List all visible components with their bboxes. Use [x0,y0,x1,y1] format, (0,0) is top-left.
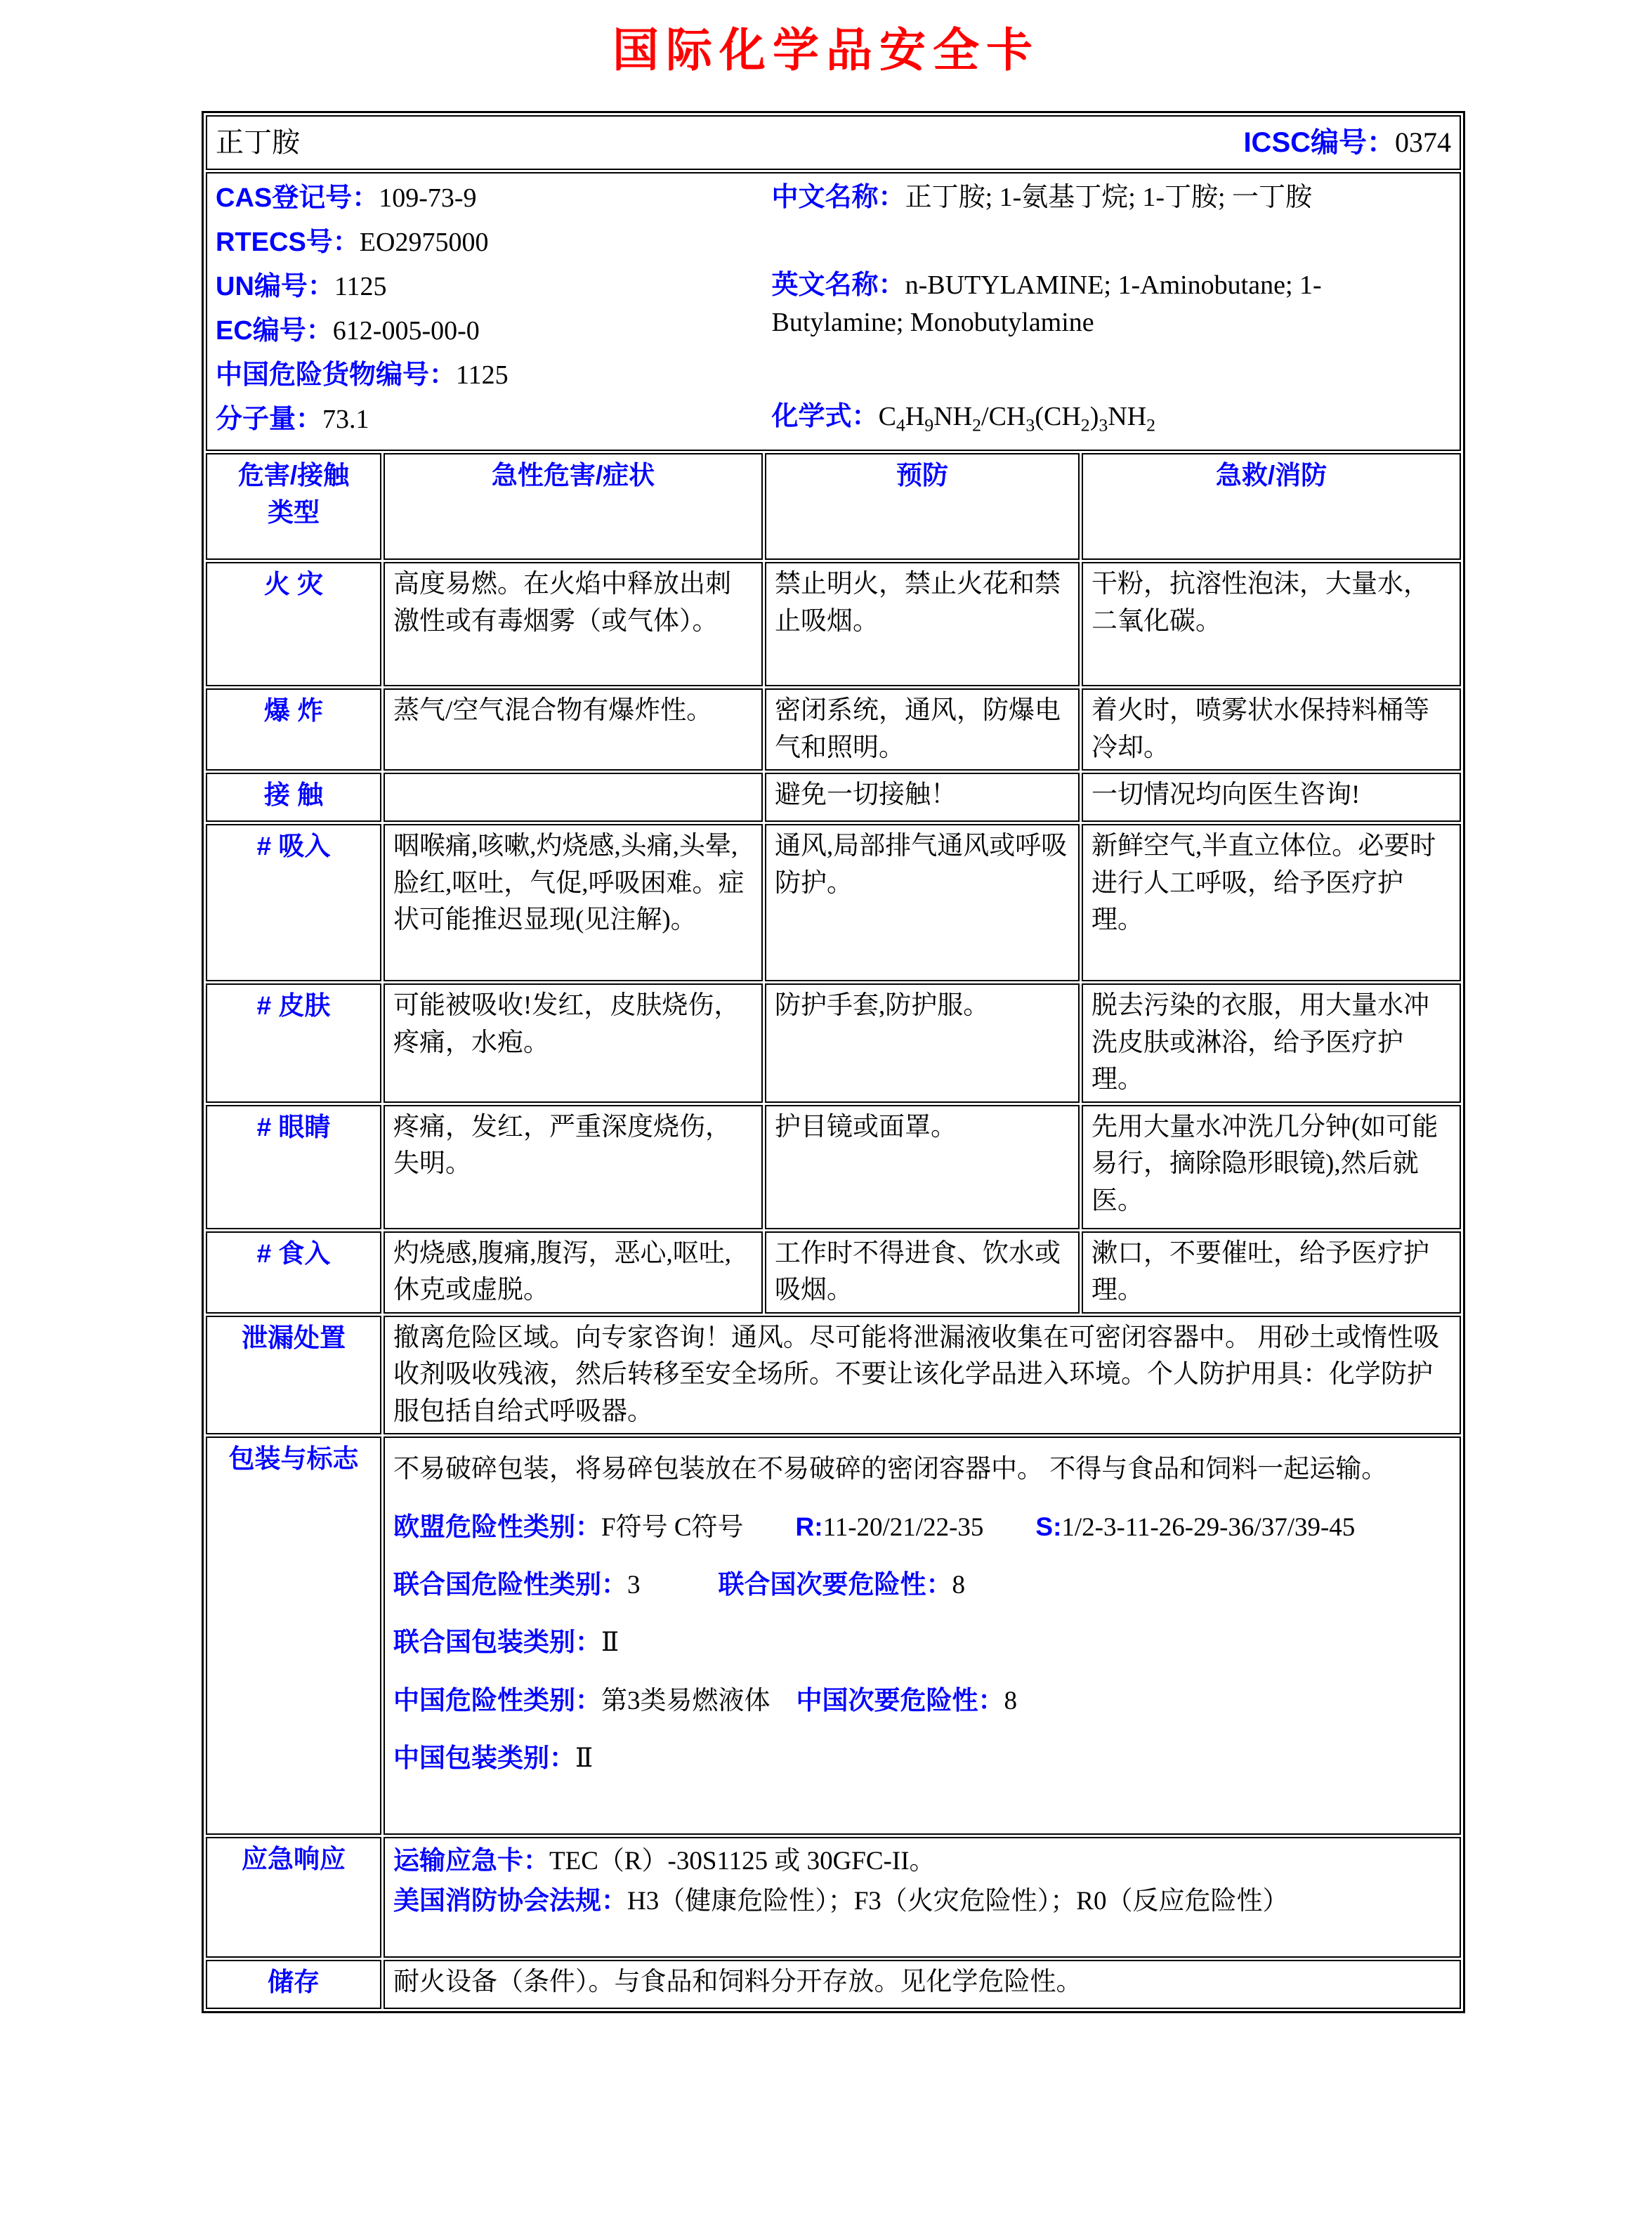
contact-prevention-cell: 避免一切接触！ [765,773,1080,822]
skin-response-cell: 脱去污染的衣服，用大量水冲洗皮肤或淋浴，给予医疗护理。 [1082,983,1461,1103]
hazard-row-eyes [206,1105,1461,1229]
hazard-header-prevention: 预防 [765,453,1080,560]
nfpa-code-line: 美国消防协会法规：H3（健康危险性）；F3（火灾危险性）；R0（反应危险性） [393,1885,1289,1916]
page-title: 国际化学品安全卡 [612,25,1040,77]
molecular-weight-label: 分子量： [216,405,323,434]
ingestion-symptoms-cell: 灼烧感,腹痛,腹泻，恶心,呕吐,休克或虚脱。 [383,1231,763,1314]
transport-emergency-card-line: 运输应急卡：TEC（R）-30S1125 或 30GFC-II。 [393,1846,936,1876]
un-hazard-class-line: 联合国危险性类别：3 联合国次要危险性：8 [393,1570,965,1600]
packaging-labelling-row [206,1437,1461,1835]
ingestion-response-cell: 漱口，不要催吐，给予医疗护理。 [1082,1231,1461,1314]
chinese-name-line [772,179,1451,216]
english-name-value: n-BUTYLAMINE; 1-Aminobutane; 1-Butylamine; Monobutylamine [771,270,1322,338]
rtecs-number-label: RTECS号： [216,228,360,257]
skin-symptoms-cell: 可能被吸收!发红，皮肤烧伤，疼痛，水疱。 [383,983,763,1103]
un-number-label: UN编号： [216,272,334,301]
ingestion-type-label: # 食入 [206,1231,381,1314]
explosion-prevention-cell: 密闭系统，通风，防爆电气和照明。 [765,688,1080,771]
icsc-card [202,111,1465,2013]
packaging-labelling-content [383,1437,1461,1835]
hazard-header-type [206,453,381,560]
eyes-type-label: # 眼睛 [206,1105,381,1229]
inhalation-prevention-cell: 通风,局部排气通风或呼吸防护。 [765,824,1080,981]
identification-cell [206,172,1461,451]
chemical-formula-value: $C_4H_9NH_2/CH_3(CH_2)_3NH_2$ [878,401,1156,436]
card-header-cell [206,115,1461,170]
contact-symptoms-cell [383,773,763,822]
hazard-header-type-line2: 类型 [268,497,320,527]
hazard-row-skin [206,983,1461,1103]
icsc-number-value: 0374 [1395,126,1452,158]
cas-number-line [216,176,772,221]
eu-hazard-class-line: 欧盟危险性类别：F符号 C符号 R:11-20/21/22-35 S:1/2-3-11-26-29-36/37/39-45 [393,1512,1356,1542]
ec-number-value: 612-005-00-0 [332,316,480,346]
cas-number-value: 109-73-9 [379,183,477,213]
eyes-prevention-cell: 护目镜或面罩。 [765,1105,1080,1229]
ingestion-prevention-cell: 工作时不得进食、饮水或吸烟。 [765,1231,1080,1314]
un-number-value: 1125 [334,272,387,301]
emergency-response-row [206,1837,1461,1958]
china-dg-number-label: 中国危险货物编号： [216,360,457,390]
explosion-symptoms-cell: 蒸气/空气混合物有爆炸性。 [383,688,763,771]
packaging-labelling-label: 包装与标志 [206,1437,381,1835]
skin-prevention-cell: 防护手套,防护服。 [765,983,1080,1103]
fire-prevention-cell: 禁止明火，禁止火花和禁止吸烟。 [765,562,1080,686]
eyes-symptoms-cell: 疼痛，发红，严重深度烧伤，失明。 [383,1105,763,1229]
fire-response-cell: 干粉，抗溶性泡沫，大量水，二氧化碳。 [1082,562,1461,686]
icsc-number-group [1243,123,1451,163]
identification-names-column [772,176,1451,442]
explosion-response-cell: 着火时，喷雾状水保持料桶等冷却。 [1082,688,1461,771]
china-hazard-class-line: 中国危险性类别：第3类易燃液体 中国次要危险性：8 [393,1685,1017,1715]
china-dg-number-line [216,353,772,398]
contact-type-label: 接 触 [206,773,381,822]
spill-disposal-text: 撤离危险区域。向专家咨询！通风。尽可能将泄漏液收集在可密闭容器中。 用砂土或惰性吸收剂吸收残液，然后转移至安全场所。不要让该化学品进入环境。个人防护用具：化学防护服包括自给式呼吸器。 [383,1316,1461,1435]
hazard-header-type-line1: 危害/接触 [237,461,350,490]
storage-row [206,1960,1461,2009]
english-name-label: 英文名称： [771,270,905,301]
hazard-row-fire [206,562,1461,686]
hazard-header-row [206,453,1461,560]
storage-text: 耐火设备（条件）。与食品和饲料分开存放。见化学危险性。 [383,1960,1461,2009]
fire-symptoms-cell: 高度易燃。在火焰中释放出刺激性或有毒烟雾（或气体）。 [383,562,763,686]
un-number-line [216,265,772,309]
contact-response-cell: 一切情况均向医生咨询! [1082,773,1461,822]
chinese-name-label: 中文名称： [771,183,905,212]
spill-disposal-label: 泄漏处置 [206,1316,381,1435]
china-packing-group-line: 中国包装类别：Ⅱ [393,1743,594,1774]
inhalation-symptoms-cell: 咽喉痛,咳嗽,灼烧感,头痛,头晕,脸红,呕吐，气促,呼吸困难。症状可能推迟显现(见注解)。 [383,824,763,981]
molecular-weight-line [216,398,772,442]
fire-type-label: 火 灾 [206,562,381,686]
substance-name: 正丁胺 [216,126,300,158]
ec-number-line [216,309,772,353]
english-name-line [772,267,1451,341]
rtecs-number-value: EO2975000 [359,228,489,257]
chemical-formula-line [772,398,1451,438]
card-header-row [206,115,1461,170]
packaging-transport-note: 不易破碎包装，将易碎包装放在不易破碎的密闭容器中。 不得与食品和饲料一起运输。 [393,1455,1388,1484]
hazard-row-ingestion [206,1231,1461,1314]
molecular-weight-value: 73.1 [322,405,369,434]
storage-label: 储存 [206,1960,381,2009]
rtecs-number-line [216,221,772,265]
un-packing-group-line: 联合国包装类别：Ⅱ [393,1628,620,1658]
spill-disposal-row [206,1316,1461,1435]
explosion-type-label: 爆 炸 [206,688,381,771]
cas-number-label: CAS登记号： [216,183,379,213]
identification-row [206,172,1461,451]
eyes-response-cell: 先用大量水冲洗几分钟(如可能易行，摘除隐形眼镜),然后就医。 [1082,1105,1461,1229]
identification-registry-column [216,176,772,442]
hazard-header-response: 急救/消防 [1082,453,1461,560]
hazard-row-contact [206,773,1461,822]
inhalation-response-cell: 新鲜空气,半直立体位。必要时进行人工呼吸，给予医疗护理。 [1082,824,1461,981]
skin-type-label: # 皮肤 [206,983,381,1103]
inhalation-type-label: # 吸入 [206,824,381,981]
chemical-formula-label: 化学式： [771,401,879,431]
hazard-row-inhalation [206,824,1461,981]
icsc-number-label: ICSC编号： [1243,126,1396,158]
hazard-header-symptoms: 急性危害/症状 [383,453,763,560]
ec-number-label: EC编号： [216,316,333,346]
chinese-name-value: 正丁胺; 1-氨基丁烷; 1-丁胺; 一丁胺 [905,183,1313,212]
emergency-response-content [383,1837,1461,1958]
emergency-response-label: 应急响应 [206,1837,381,1958]
china-dg-number-value: 1125 [456,360,509,390]
hazard-row-explosion [206,688,1461,771]
